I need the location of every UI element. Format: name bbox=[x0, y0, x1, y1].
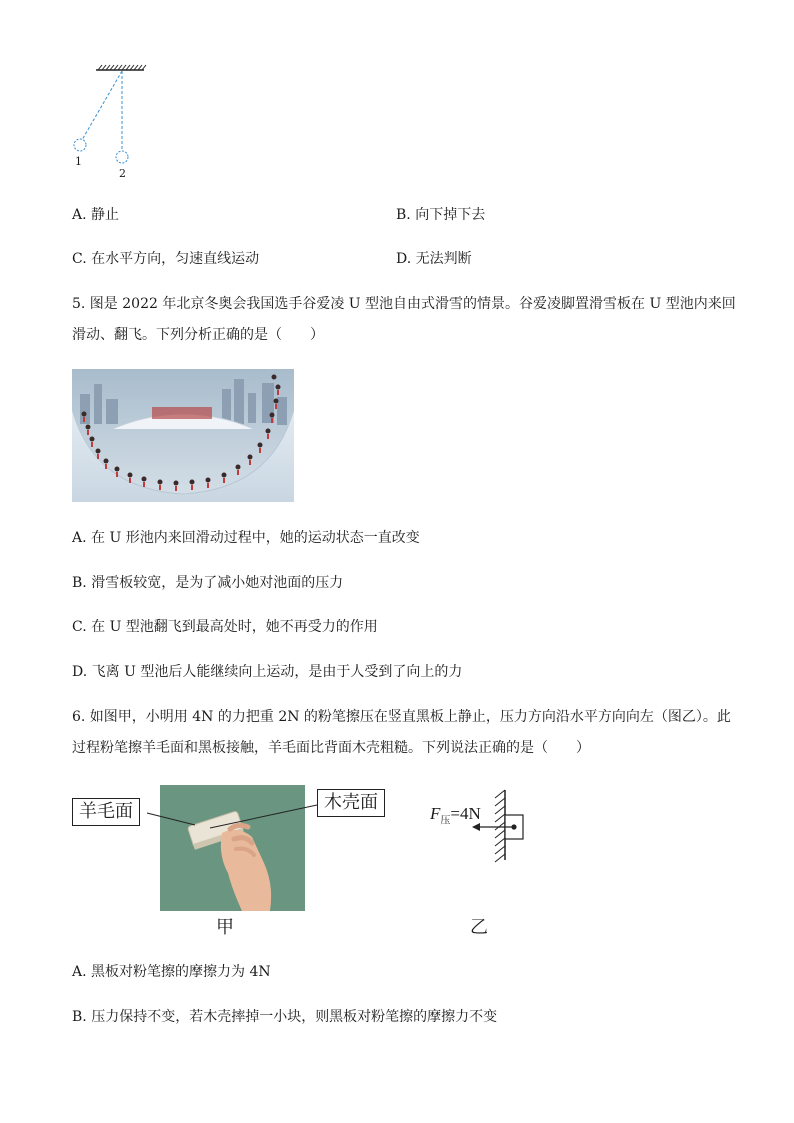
force-value: =4N bbox=[450, 804, 481, 823]
q6-stem-line2: 过程粉笔擦羊毛面和黑板接触，羊毛面比背面木壳粗糙。下列说法正确的是（ ） bbox=[72, 740, 590, 756]
q5-option-a: A. 在 U 形池内来回滑动过程中，她的运动状态一直改变 bbox=[72, 530, 420, 546]
q6-stem-line1: 6. 如图甲，小明用 4N 的力把重 2N 的粉笔擦压在竖直黑板上静止，压力方向沿水平方向向左（图乙）。此 bbox=[72, 709, 731, 725]
q4-option-c: C. 在水平方向，匀速直线运动 bbox=[72, 251, 260, 267]
caption-yi: 乙 bbox=[470, 917, 488, 938]
q4-option-b: B. 向下掉下去 bbox=[396, 207, 486, 223]
q5-stem-line2: 滑动、翻飞。下列分析正确的是（ ） bbox=[72, 327, 324, 343]
q5-option-d: D. 飞离 U 型池后人能继续向上运动，是由于人受到了向上的力 bbox=[72, 664, 463, 680]
caption-jia: 甲 bbox=[216, 917, 234, 938]
label-wool-side: 羊毛面 bbox=[72, 798, 140, 826]
q5-stem-line1: 5. 图是 2022 年北京冬奥会我国选手谷爱凌 U 型池自由式滑雪的情景。谷爱凌脚置滑雪板在 U 型池内来回 bbox=[72, 296, 736, 312]
q4-option-a: A. 静止 bbox=[72, 207, 120, 223]
force-diagram bbox=[470, 788, 530, 863]
q4-option-d: D. 无法判断 bbox=[396, 251, 472, 267]
q5-option-c: C. 在 U 型池翻飞到最高处时，她不再受力的作用 bbox=[72, 619, 378, 635]
halfpipe-photo bbox=[72, 369, 294, 502]
q5-option-b: B. 滑雪板较宽，是为了减小她对池面的压力 bbox=[72, 575, 344, 591]
label-wood-side: 木壳面 bbox=[317, 789, 385, 817]
pendulum-label-2: 2 bbox=[119, 167, 126, 180]
force-subscript: 压 bbox=[440, 815, 451, 827]
pendulum-label-1: 1 bbox=[75, 155, 82, 168]
label-leader-lines bbox=[140, 795, 330, 835]
q6-option-b: B. 压力保持不变，若木壳摔掉一小块，则黑板对粉笔擦的摩擦力不变 bbox=[72, 1009, 498, 1025]
q6-option-a: A. 黑板对粉笔擦的摩擦力为 4N bbox=[72, 964, 271, 980]
force-symbol: F bbox=[430, 804, 441, 823]
